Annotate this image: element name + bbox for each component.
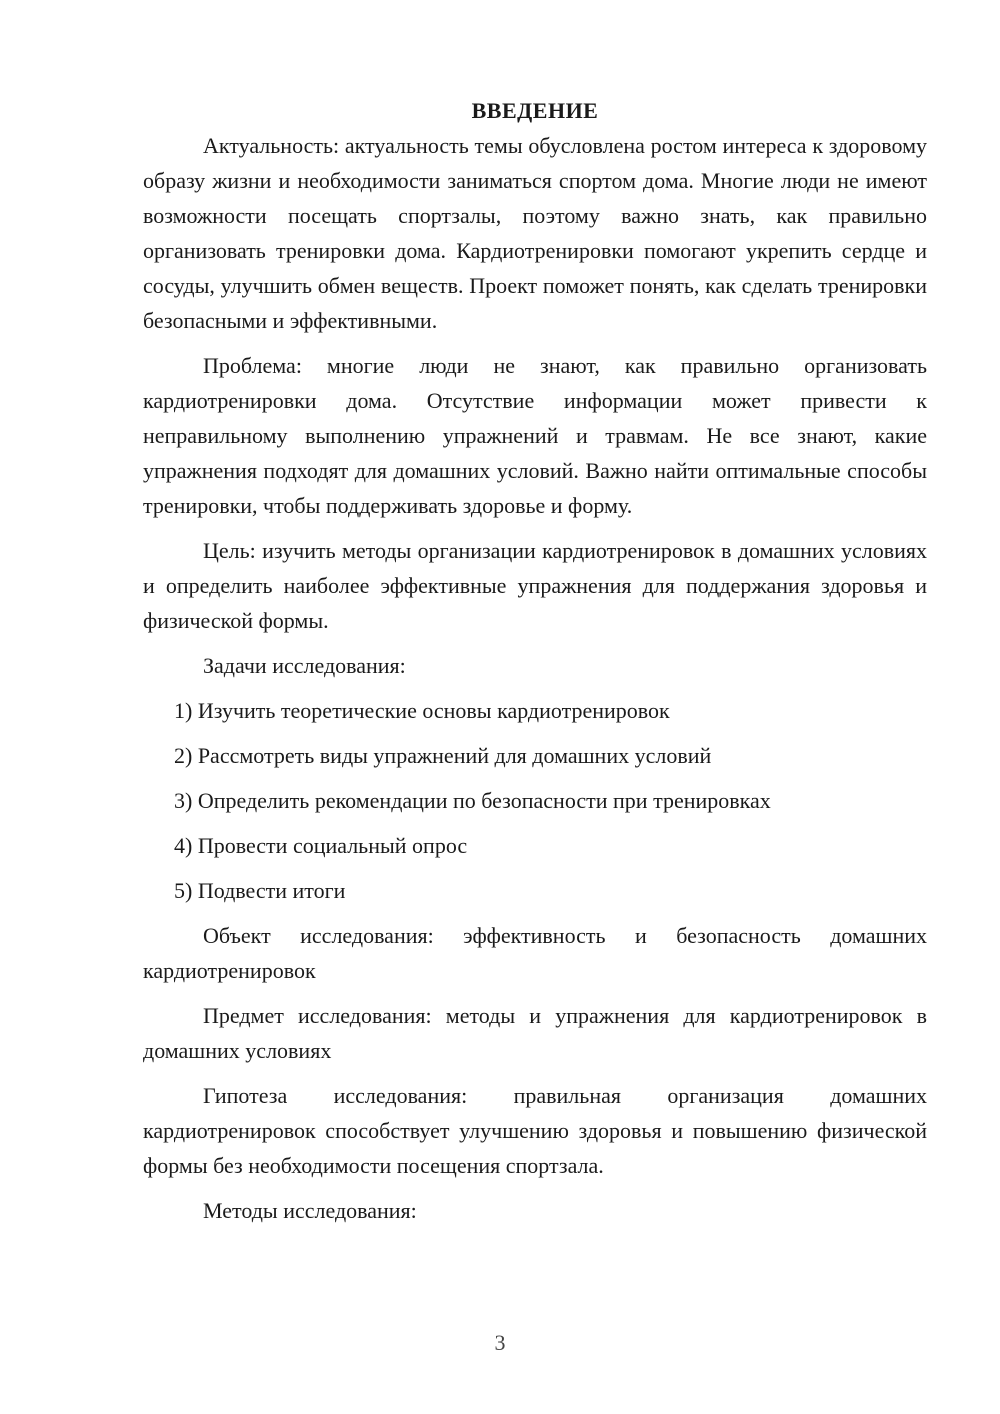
tasks-list — [143, 693, 927, 908]
page-content — [143, 94, 927, 1238]
paragraph-goal: Цель: изучить методы организации кардиотренировок в домашних условиях и определить наиболее эффективные упражнения для поддержания здоровья и физической формы. — [143, 538, 927, 633]
paragraph-problem: Проблема: многие люди не знают, как правильно организовать кардиотренировки дома. Отсутствие информации может привести к неправильному выполнению упражнений и травмам. Не все знают, какие упражнения подходят для домашних условий. Важно найти оптимальные способы тренировки, чтобы поддерживать здоровье и форму. — [143, 353, 927, 518]
task-item: 1) Изучить теоретические основы кардиотренировок — [174, 698, 670, 723]
page-number: 3 — [494, 1330, 506, 1355]
task-item: 3) Определить рекомендации по безопасности при тренировках — [174, 788, 771, 813]
section-title: ВВЕДЕНИЕ — [471, 98, 599, 123]
task-item: 2) Рассмотреть виды упражнений для домашних условий — [174, 743, 712, 768]
paragraph-hypothesis: Гипотеза исследования: правильная организация домашних кардиотренировок способствует улучшению здоровья и повышению физической формы без необходимости посещения спортзала. — [143, 1083, 927, 1178]
tasks-heading: Задачи исследования: — [203, 653, 406, 678]
methods-heading: Методы исследования: — [203, 1198, 417, 1223]
paragraph-relevance: Актуальность: актуальность темы обусловлена ростом интереса к здоровому образу жизни и необходимости заниматься спортом дома. Многие люди не имеют возможности посещать спортзалы, поэтому важно знать, как правильно организовать тренировки дома. Кардиотренировки помогают укрепить сердце и сосуды, улучшить обмен веществ. Проект поможет понять, как сделать тренировки безопасными и эффективными. — [143, 133, 927, 333]
paragraph-subject: Предмет исследования: методы и упражнения для кардиотренировок в домашних условиях — [143, 1003, 927, 1063]
task-item: 4) Провести социальный опрос — [174, 833, 468, 858]
task-item: 5) Подвести итоги — [174, 878, 346, 903]
paragraph-object: Объект исследования: эффективность и безопасность домашних кардиотренировок — [143, 923, 927, 983]
